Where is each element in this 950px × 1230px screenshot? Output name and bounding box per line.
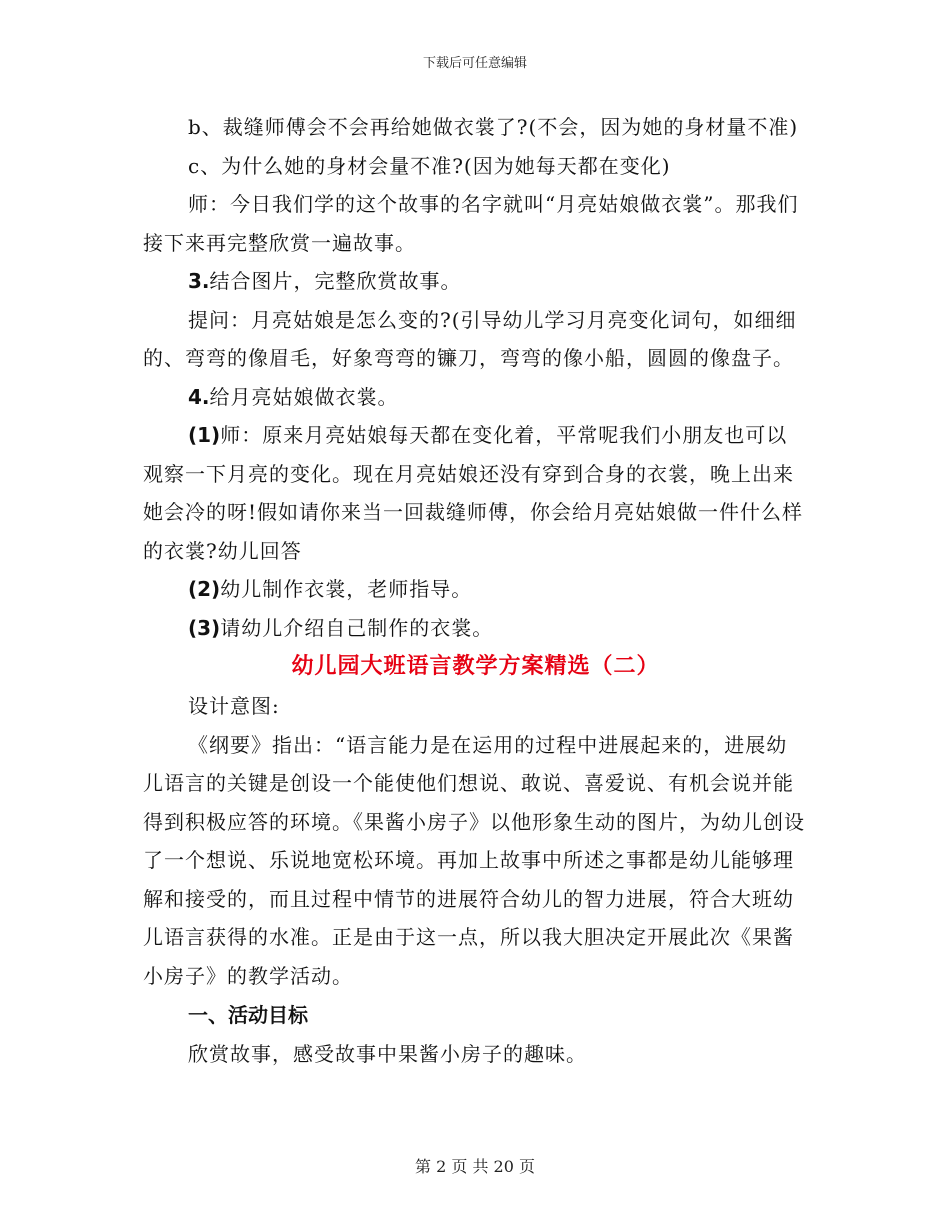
design-intent-label: 设计意图:	[188, 694, 280, 718]
step-number: 3.	[188, 269, 210, 293]
paragraph-c: c、为什么她的身材会量不准?(因为她每天都在变化)	[188, 153, 671, 178]
paragraph-teacher-intro: 师：今日我们学的这个故事的名字就叫“月亮姑娘做衣裳”。那我们接下来再完整欣赏一遍故事。	[143, 192, 799, 255]
substep-text: 幼儿制作衣裳，老师指导。	[220, 577, 473, 601]
substep-number: (3)	[188, 615, 221, 640]
paragraph-goals: 欣赏故事，感受故事中果酱小房子的趣味。	[188, 1042, 587, 1066]
substep-1	[143, 416, 808, 570]
substep-2	[143, 570, 808, 609]
paragraph-b: b、裁缝师傅会不会再给她做衣裳了?(不会，因为她的身材量不准)	[188, 115, 799, 139]
substep-number: (1)	[188, 423, 221, 447]
step-number: 4.	[188, 384, 210, 409]
substep-text: 请幼儿介绍自己制作的衣裳。	[220, 615, 494, 640]
paragraph-question: 提问：月亮姑娘是怎么变的?(引导幼儿学习月亮变化词句，如细细的、弯弯的像眉毛，好象弯弯的镰刀，弯弯的像小船，圆圆的像盘子。	[143, 307, 797, 370]
heading-activity-goals: 一、活动目标	[188, 1003, 308, 1027]
substep-text: 师：原来月亮姑娘每天都在变化着，平常呢我们小朋友也可以观察一下月亮的变化。现在月亮姑娘还没有穿到合身的衣裳，晚上出来她会冷的呀!假如请你来当一回裁缝师傅，你会给月亮姑娘做一件什么样的衣裳?幼儿回答	[143, 423, 804, 563]
substep-3	[143, 609, 808, 648]
step-4	[143, 378, 808, 417]
step-3	[143, 262, 808, 301]
design-intent-body: 《纲要》指出：“语言能力是在运用的过程中进展起来的，进展幼儿语言的关键是创设一个能使他们想说、敢说、喜爱说、有机会说并能得到积极应答的环境。《果酱小房子》以他形象生动的图片，为幼儿创设了一个想说、乐说地宽松环境。再加上故事中所述之事都是幼儿能够理解和接受的，而且过程中情节的进展符合幼儿的智力进展，符合大班幼儿语言获得的水准。正是由于这一点，所以我大胆决定开展此次《果酱小房子》的教学活动。	[143, 732, 805, 988]
section-title: 幼儿园大班语言教学方案精选（二）	[291, 654, 660, 679]
page-header-note: 下载后可任意编辑	[422, 56, 527, 71]
step-text: 给月亮姑娘做衣裳。	[209, 384, 399, 409]
page-number: 第 2 页 共 20 页	[415, 1157, 535, 1176]
substep-number: (2)	[188, 577, 221, 601]
document-body	[143, 108, 808, 1074]
step-text: 结合图片，完整欣赏故事。	[209, 269, 462, 293]
